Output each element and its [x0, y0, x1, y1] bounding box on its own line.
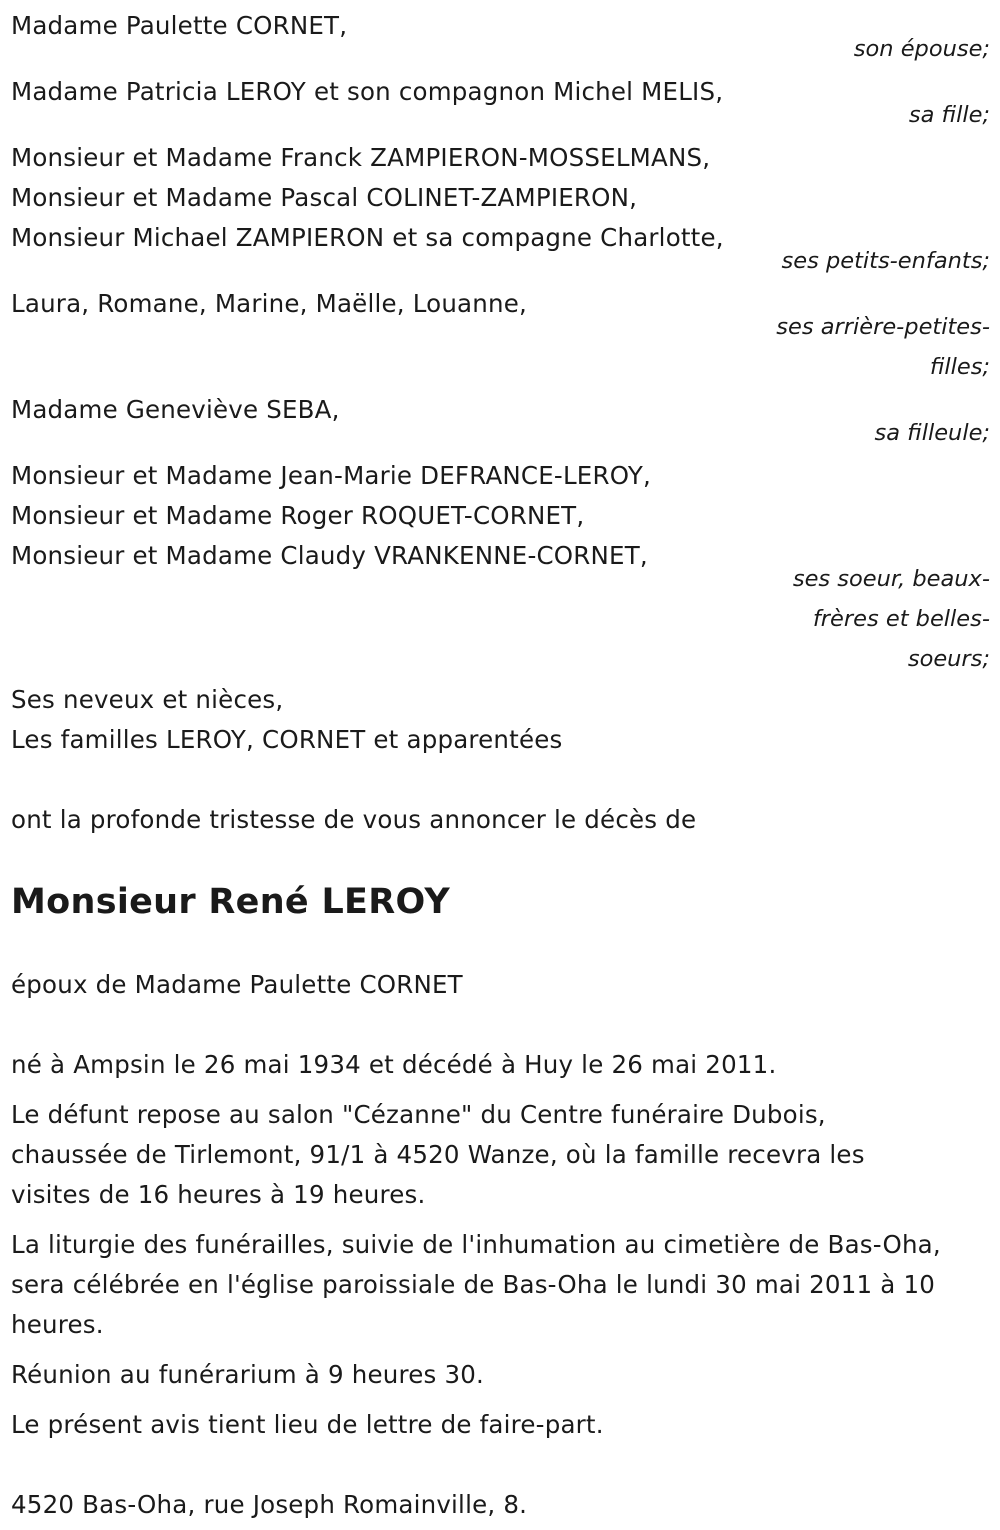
family-block	[11, 680, 990, 760]
deceased-name: Monsieur René LEROY	[11, 882, 450, 922]
mourner-block	[11, 284, 990, 387]
paragraph-line: La liturgie des funérailles, suivie de l'inhumation au cimetière de Bas-Oha,	[11, 1230, 941, 1259]
announcement-text: ont la profonde tristesse de vous annoncer le décès de	[11, 805, 697, 834]
mourner-line: Laura, Romane, Marine, Maëlle, Louanne,	[11, 289, 527, 318]
birth-death-text: né à Ampsin le 26 mai 1934 et décédé à Huy le 26 mai 2011.	[11, 1050, 777, 1079]
relation-label: ses petits-enfants;	[781, 248, 990, 274]
relation-label: soeurs;	[907, 646, 990, 672]
liturgy-paragraph	[11, 1225, 990, 1345]
notice-text: Le présent avis tient lieu de lettre de faire-part.	[11, 1410, 604, 1439]
relation-label: ses arrière-petites-	[776, 314, 990, 340]
relation-label: filles;	[929, 354, 990, 380]
paragraph-line: visites de 16 heures à 19 heures.	[11, 1180, 426, 1209]
paragraph-line: chaussée de Tirlemont, 91/1 à 4520 Wanze, où la famille recevra les	[11, 1140, 865, 1169]
paragraph-line: sera célébrée en l'église paroissiale de Bas-Oha le lundi 30 mai 2011 à 10	[11, 1270, 936, 1299]
mourner-line: Monsieur et Madame Franck ZAMPIERON-MOSSELMANS,	[11, 143, 711, 172]
mourner-block	[11, 456, 990, 679]
mourner-line: Monsieur et Madame Jean-Marie DEFRANCE-LEROY,	[11, 461, 652, 490]
paragraph-line: Le défunt repose au salon "Cézanne" du Centre funéraire Dubois,	[11, 1100, 826, 1129]
relation-label: frères et belles-	[812, 606, 990, 632]
paragraph-line: heures.	[11, 1310, 104, 1339]
mourner-block	[11, 390, 990, 453]
mourner-line: Monsieur et Madame Pascal COLINET-ZAMPIERON,	[11, 183, 638, 212]
mourner-block	[11, 72, 990, 135]
repose-paragraph	[11, 1095, 990, 1215]
relation-label: sa fille;	[908, 102, 990, 128]
relation-label: son épouse;	[853, 36, 990, 62]
mourner-line: Madame Patricia LEROY et son compagnon Michel MELIS,	[11, 77, 724, 106]
reunion-text: Réunion au funérarium à 9 heures 30.	[11, 1360, 485, 1389]
relation-label: ses soeur, beaux-	[792, 566, 990, 592]
mourner-line: Monsieur et Madame Roger ROQUET-CORNET,	[11, 501, 585, 530]
mourner-line: Madame Geneviève SEBA,	[11, 395, 340, 424]
obituary-page	[0, 6, 1000, 1530]
mourner-line: Monsieur et Madame Claudy VRANKENNE-CORNET,	[11, 541, 648, 570]
mourner-block	[11, 6, 990, 69]
address-text: 4520 Bas-Oha, rue Joseph Romainville, 8.	[11, 1490, 528, 1519]
mourner-block	[11, 138, 990, 281]
family-line: Les familles LEROY, CORNET et apparentées	[11, 725, 563, 754]
spouse-text: époux de Madame Paulette CORNET	[11, 970, 463, 999]
mourner-line: Monsieur Michael ZAMPIERON et sa compagne Charlotte,	[11, 223, 724, 252]
relation-label: sa filleule;	[874, 420, 990, 446]
mourner-line: Madame Paulette CORNET,	[11, 11, 348, 40]
family-line: Ses neveux et nièces,	[11, 685, 284, 714]
